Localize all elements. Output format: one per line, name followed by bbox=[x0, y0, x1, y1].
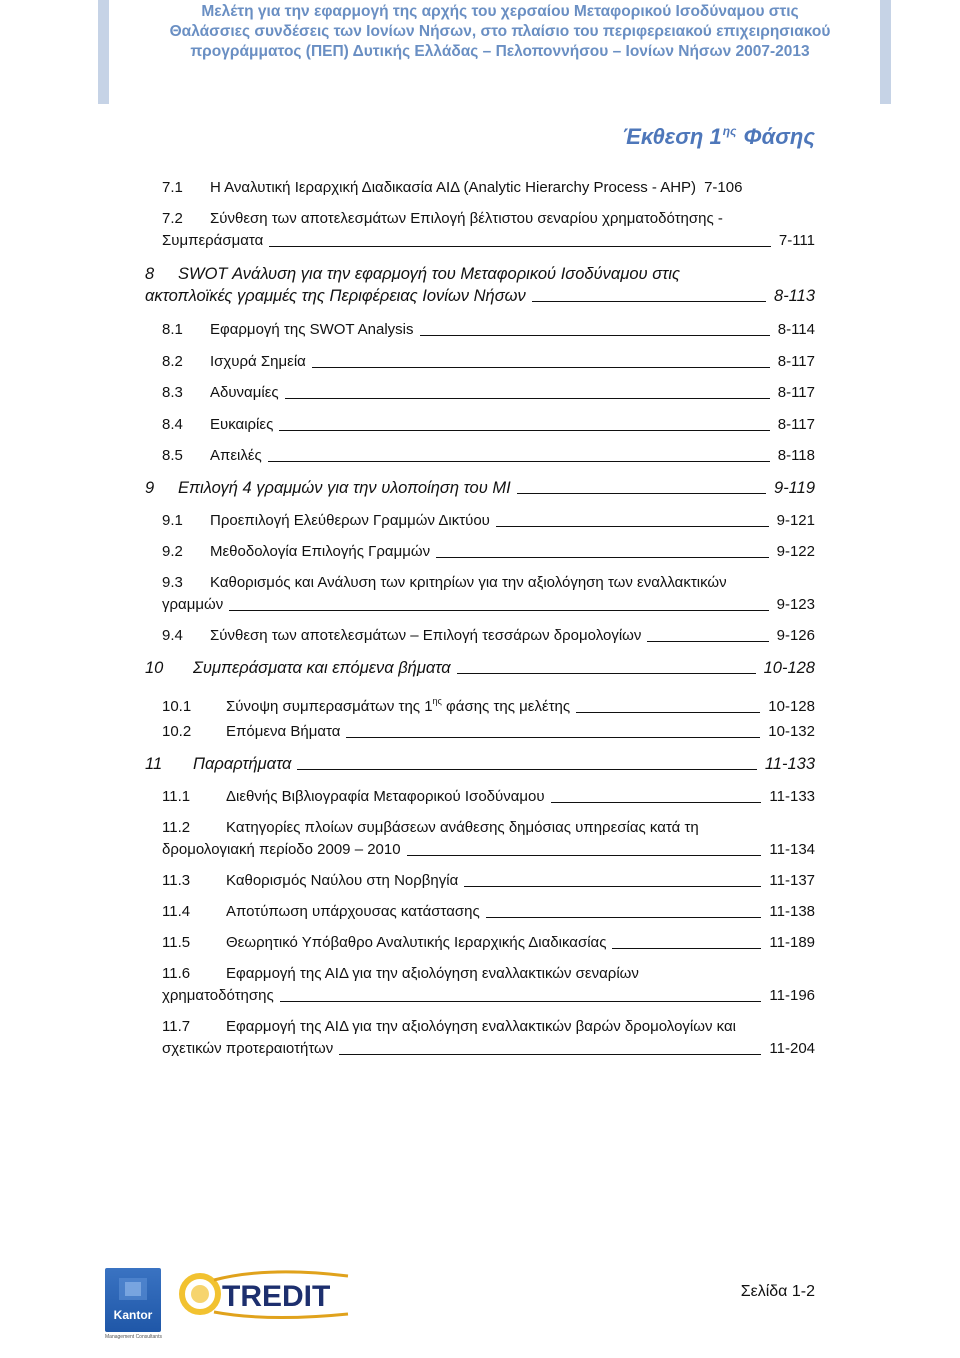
toc-title: Ευκαιρίες bbox=[210, 416, 274, 433]
toc-title: Θεωρητικό Υπόβαθρο Αναλυτικής Ιεραρχικής Διαδικασίας bbox=[226, 934, 607, 951]
toc-title-cont: Συμπεράσματα bbox=[162, 232, 264, 249]
toc-title-cont: σχετικών προτεραιοτήτων bbox=[162, 1040, 334, 1057]
toc-page: 11-204 bbox=[769, 1040, 815, 1057]
toc-page: 9-121 bbox=[776, 512, 815, 529]
toc-title: SWOT Ανάλυση για την εφαρμογή του Μεταφορικού Ισοδύναμου στις bbox=[178, 265, 681, 283]
page-number: Σελίδα 1-2 bbox=[740, 1283, 815, 1300]
toc-entry-11-6[interactable] bbox=[162, 963, 815, 1007]
toc-number: 8.1 bbox=[162, 321, 183, 338]
toc-leader bbox=[312, 367, 770, 368]
toc-leader bbox=[229, 610, 768, 611]
toc-title: Εφαρμογή της ΑΙΔ για την αξιολόγηση εναλλακτικών βαρών δρομολογίων και bbox=[226, 1018, 736, 1035]
toc-leader bbox=[436, 557, 769, 558]
toc-page: 8-114 bbox=[777, 321, 815, 338]
toc-entry-11-1[interactable] bbox=[162, 786, 815, 808]
toc-entry-8-4[interactable] bbox=[162, 414, 815, 436]
toc-page: 9-123 bbox=[776, 596, 815, 613]
toc-title: Συμπεράσματα και επόμενα βήματα bbox=[193, 659, 451, 677]
toc-number: 8.5 bbox=[162, 447, 183, 464]
toc-number: 8.4 bbox=[162, 416, 183, 433]
kantor-wordmark: Kantor bbox=[113, 1308, 153, 1322]
toc-title: Επιλογή 4 γραμμών για την υλοποίηση του ΜΙ bbox=[178, 479, 511, 497]
header-line-2: Θαλάσσιες συνδέσεις των Ιονίων Νήσων, στο πλαίσιο του περιφερειακού επιχειρησιακού bbox=[169, 23, 831, 40]
toc-entry-9-4[interactable] bbox=[162, 625, 815, 647]
toc-entry-10[interactable] bbox=[145, 657, 815, 679]
toc-entry-9[interactable] bbox=[145, 477, 815, 499]
toc-title-sup: ης bbox=[432, 696, 442, 706]
toc-number: 8 bbox=[145, 265, 155, 283]
tredit-logo bbox=[178, 1262, 358, 1328]
toc-number: 11.6 bbox=[162, 965, 191, 982]
toc-entry-8-2[interactable] bbox=[162, 351, 815, 373]
toc-page: 7-106 bbox=[704, 179, 743, 196]
kantor-subtitle: Management Consultants bbox=[105, 1334, 162, 1340]
toc-entry-9-1[interactable] bbox=[162, 510, 815, 532]
toc-entry-11[interactable] bbox=[145, 753, 815, 775]
toc-page: 10-132 bbox=[768, 723, 815, 740]
toc-leader bbox=[268, 461, 770, 462]
toc-page: 10-128 bbox=[763, 659, 815, 677]
toc-leader bbox=[496, 526, 769, 527]
report-title-suffix: Φάσης bbox=[737, 124, 815, 149]
toc-page: 8-117 bbox=[777, 416, 815, 433]
tredit-emblem-icon bbox=[178, 1262, 358, 1328]
toc-title: Απειλές bbox=[210, 447, 262, 464]
toc-title: Σύνθεση των αποτελεσμάτων Επιλογή βέλτιστου σεναρίου χρηματοδότησης - bbox=[210, 210, 723, 227]
toc-leader bbox=[464, 886, 761, 887]
toc-entry-9-2[interactable] bbox=[162, 541, 815, 563]
toc-number: 9.4 bbox=[162, 627, 183, 644]
toc-number: 11 bbox=[145, 755, 163, 773]
toc-title-cont: δρομολογιακή περίοδο 2009 – 2010 bbox=[162, 841, 401, 858]
toc-leader bbox=[279, 430, 769, 431]
toc-leader bbox=[280, 1001, 762, 1002]
toc-title-suffix: φάσης της μελέτης bbox=[441, 698, 571, 715]
toc-entry-11-2[interactable] bbox=[162, 817, 815, 861]
toc-entry-8-1[interactable] bbox=[162, 319, 815, 341]
toc-leader bbox=[407, 855, 762, 856]
toc-title: Μεθοδολογία Επιλογής Γραμμών bbox=[210, 543, 431, 560]
toc-leader bbox=[647, 641, 768, 642]
toc-title: Ισχυρά Σημεία bbox=[210, 353, 306, 370]
toc-page: 11-189 bbox=[769, 934, 815, 951]
toc-title-cont: χρηματοδότησης bbox=[162, 987, 274, 1004]
toc-number: 10.1 bbox=[162, 698, 192, 715]
toc-entry-8-3[interactable] bbox=[162, 382, 815, 404]
toc-title: Διεθνής Βιβλιογραφία Μεταφορικού Ισοδύναμου bbox=[226, 788, 545, 805]
toc-page: 11-138 bbox=[769, 903, 815, 920]
toc-page: 11-196 bbox=[769, 987, 815, 1004]
toc-entry-11-5[interactable] bbox=[162, 932, 815, 954]
toc-number: 11.3 bbox=[162, 872, 191, 889]
toc-number: 9 bbox=[145, 479, 155, 497]
toc-page: 11-137 bbox=[769, 872, 815, 889]
toc-number: 11.2 bbox=[162, 819, 191, 836]
toc-entry-8-5[interactable] bbox=[162, 445, 815, 467]
toc-title-main: Σύνοψη συμπερασμάτων της 1 bbox=[226, 698, 433, 715]
toc-entry-11-7[interactable] bbox=[162, 1016, 815, 1060]
toc-number: 11.4 bbox=[162, 903, 191, 920]
toc-title-cont: ακτοπλοϊκές γραμμές της Περιφέρειας Ιονίων Νήσων bbox=[145, 287, 526, 305]
toc-page: 11-133 bbox=[769, 788, 815, 805]
toc-page: 9-122 bbox=[776, 543, 815, 560]
header-right-bar bbox=[880, 0, 891, 104]
toc-leader bbox=[297, 769, 756, 770]
toc-page: 11-133 bbox=[764, 755, 815, 773]
toc-leader bbox=[420, 335, 770, 336]
toc-page: 10-128 bbox=[768, 698, 815, 715]
toc-title: Καθορισμός και Ανάλυση των κριτηρίων για την αξιολόγηση των εναλλακτικών bbox=[210, 574, 727, 591]
toc-title: Εφαρμογή της ΑΙΔ για την αξιολόγηση εναλλακτικών σεναρίων bbox=[226, 965, 639, 982]
toc-page: 8-117 bbox=[777, 384, 815, 401]
toc-page: 9-126 bbox=[776, 627, 815, 644]
toc-number: 10 bbox=[145, 659, 164, 677]
toc-leader bbox=[532, 301, 766, 302]
toc-entry-7-1[interactable] bbox=[162, 177, 815, 199]
toc-number: 8.2 bbox=[162, 353, 183, 370]
toc-number: 10.2 bbox=[162, 723, 192, 740]
toc-title: Επόμενα Βήματα bbox=[226, 723, 341, 740]
toc-leader bbox=[551, 802, 762, 803]
toc-title: Προεπιλογή Ελεύθερων Γραμμών Δικτύου bbox=[210, 512, 490, 529]
toc-entry-10-2[interactable] bbox=[162, 721, 815, 743]
toc-number: 9.2 bbox=[162, 543, 183, 560]
report-title-sup: ης bbox=[722, 124, 737, 138]
toc-number: 8.3 bbox=[162, 384, 183, 401]
toc-number: 7.1 bbox=[162, 179, 183, 196]
toc-page: 8-113 bbox=[774, 287, 815, 305]
header-left-bar bbox=[98, 0, 109, 104]
toc-title: Καθορισμός Ναύλου στη Νορβηγία bbox=[226, 872, 459, 889]
toc-number: 11.5 bbox=[162, 934, 191, 951]
toc-entry-11-3[interactable] bbox=[162, 870, 815, 892]
toc-page: 8-118 bbox=[777, 447, 815, 464]
toc-entry-10-1[interactable] bbox=[162, 690, 815, 718]
header-line-1: Μελέτη για την εφαρμογή της αρχής του χερσαίου Μεταφορικού Ισοδύναμου στις bbox=[201, 3, 799, 20]
toc-entry-9-3[interactable] bbox=[162, 572, 815, 616]
toc-title-cont: γραμμών bbox=[162, 596, 224, 613]
toc-title: Κατηγορίες πλοίων συμβάσεων ανάθεσης δημόσιας υπηρεσίας κατά τη bbox=[226, 819, 699, 836]
toc-title: Εφαρμογή της SWOT Analysis bbox=[210, 321, 414, 338]
toc-leader bbox=[486, 917, 762, 918]
toc-entry-11-4[interactable] bbox=[162, 901, 815, 923]
toc-number: 7.2 bbox=[162, 210, 183, 227]
toc-leader bbox=[346, 737, 760, 738]
toc-page: 11-134 bbox=[769, 841, 815, 858]
header-line-3: προγράμματος (ΠΕΠ) Δυτικής Ελλάδας – Πελοποννήσου – Ιονίων Νήσων 2007-2013 bbox=[190, 43, 810, 60]
toc-title: Αποτύπωση υπάρχουσας κατάστασης bbox=[226, 903, 480, 920]
toc-title bbox=[226, 690, 570, 718]
toc-number: 11.7 bbox=[162, 1018, 191, 1035]
toc-leader bbox=[285, 398, 770, 399]
toc-page: 8-117 bbox=[777, 353, 815, 370]
toc-title: Αδυναμίες bbox=[210, 384, 279, 401]
toc-leader bbox=[269, 246, 771, 247]
toc-title: Η Αναλυτική Ιεραρχική Διαδικασία ΑΙΔ (Analytic Hierarchy Process - AHP) bbox=[210, 179, 697, 196]
report-title bbox=[622, 124, 815, 150]
toc-leader bbox=[339, 1054, 761, 1055]
toc-leader bbox=[612, 948, 761, 949]
document-header bbox=[130, 2, 870, 62]
toc-title: Παραρτήματα bbox=[193, 755, 292, 773]
toc-leader bbox=[517, 493, 766, 494]
kantor-emblem-icon bbox=[105, 1268, 161, 1308]
toc-number: 9.3 bbox=[162, 574, 183, 591]
toc-entry-8[interactable] bbox=[145, 263, 815, 307]
toc-title: Σύνθεση των αποτελεσμάτων – Επιλογή τεσσάρων δρομολογίων bbox=[210, 627, 642, 644]
toc-page: 9-119 bbox=[774, 479, 815, 497]
kantor-logo bbox=[105, 1268, 162, 1340]
tredit-wordmark: TREDIT bbox=[222, 1280, 331, 1313]
report-title-main: Έκθεση 1 bbox=[622, 124, 722, 149]
toc-entry-7-2[interactable] bbox=[162, 208, 815, 252]
toc-leader bbox=[576, 712, 760, 713]
toc-number: 9.1 bbox=[162, 512, 183, 529]
toc-number: 11.1 bbox=[162, 788, 191, 805]
toc-page: 7-111 bbox=[778, 232, 815, 249]
toc-leader bbox=[457, 673, 756, 674]
